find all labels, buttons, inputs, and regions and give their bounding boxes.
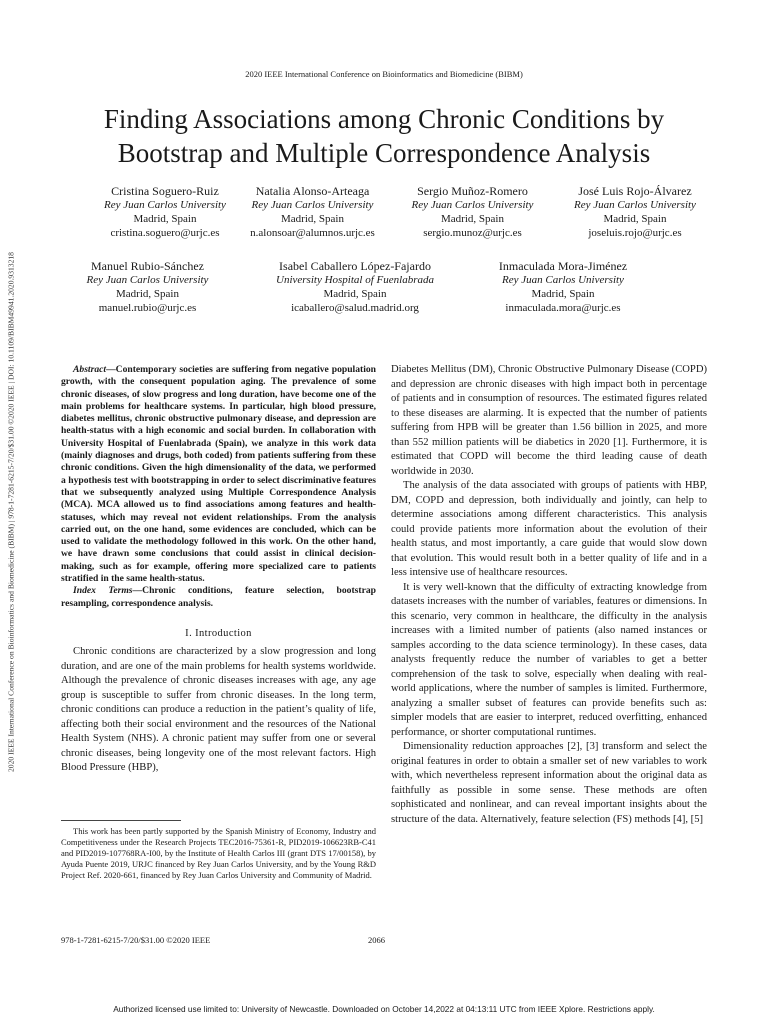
author-name: Cristina Soguero-Ruiz — [111, 184, 219, 198]
abstract-paragraph — [61, 364, 376, 585]
author-email: n.alonsoar@alumnos.urjc.es — [250, 227, 375, 239]
author-name: José Luis Rojo-Álvarez — [578, 184, 692, 198]
footer-isbn: 978-1-7281-6215-7/20/$31.00 ©2020 IEEE — [61, 935, 211, 945]
author-block — [395, 184, 550, 240]
author-block — [230, 184, 395, 240]
author-email: cristina.soguero@urjc.es — [110, 227, 220, 239]
author-location: Madrid, Spain — [323, 288, 387, 300]
author-email: joseluis.rojo@urjc.es — [588, 227, 682, 239]
author-location: Madrid, Spain — [133, 213, 197, 225]
conference-header: 2020 IEEE International Conference on Bioinformatics and Biomedicine (BIBM) — [245, 69, 523, 79]
author-affiliation: Rey Juan Carlos University — [251, 199, 374, 211]
author-block — [80, 184, 250, 240]
right-column — [391, 363, 707, 827]
author-affiliation: Rey Juan Carlos University — [104, 199, 226, 211]
right-paragraph-2: The analysis of the data associated with groups of patients with HBP, DM, COPD and depression, both individually and jointly, can help to determine associations among different characteristics. This analysis could provide patients more information about the evolution of their health status, and most importantly, a care guide that would slow down that evolution. This would result both in a better quality of life and in a less intensive use of healthcare resources. — [391, 480, 707, 578]
right-paragraph-1: Diabetes Mellitus (DM), Chronic Obstructive Pulmonary Disease (COPD) and depression are chronic diseases with high impact both in percentage of patients and in consumption of resources. The estimated figures related to these diseases are alarming. It is expected that the number of patients suffering from HPB will be greater than 1.56 billion in 2025, and more than 552 million patients will be diabetics in 2020 [1]. Furthermore, it is estimated that COPD will become the third leading cause of death worldwide in 2030. — [391, 364, 707, 477]
funding-footnote — [61, 826, 376, 881]
author-email: sergio.munoz@urjc.es — [423, 227, 522, 239]
index-terms — [61, 585, 376, 610]
abstract-text: —Contemporary societies are suffering from negative population growth, with the consequent population aging. The prevalence of some chronic diseases, of slow progress and long duration, have become one of the main problems for healthcare systems. In particular, high blood pressure, diabetes mellitus, chronic obstructive pulmonary disease, and depression are health-status with a high economic and social burden. In collaboration with University Hospital of Fuenlabrada (Spain), we analyze in this work data (mainly diagnoses and drugs, both coded) from patients suffering from these chronic conditions. Given the high dimensionality of the data, we performed a hypothesis test with bootstrapping in order to select discriminative features that we subsequently analyzed using Multiple Correspondence Analysis (MCA). MCA allowed us to find associations among features and health-statuses, which may reveal not evident relationships. From the analysis carried out, on the one hand, some evidences are concluded, which can be used to validate the methodology followed in this work. On the other hand, we have drawn some conclusions that could assist in clinical decision-making, such as for example, offering more specialized care to patients stratified in the same health-status. — [61, 364, 376, 585]
author-block — [555, 184, 715, 240]
index-terms-label: Index Terms — [73, 585, 133, 597]
abstract — [61, 364, 376, 610]
index-terms-text: —Chronic conditions, feature selection, bootstrap resampling, correspondence analysis. — [61, 585, 376, 609]
author-name: Manuel Rubio-Sánchez — [91, 259, 204, 273]
author-email: inmaculada.mora@urjc.es — [505, 302, 621, 314]
abstract-label: Abstract — [73, 364, 107, 375]
page-number: 2066 — [368, 935, 385, 945]
title-line-2: Bootstrap and Multiple Correspondence Analysis — [117, 138, 651, 168]
intro-left-column — [61, 645, 376, 776]
author-location: Madrid, Spain — [441, 213, 504, 225]
intro-paragraph: Chronic conditions are characterized by a slow progression and long duration, and are one of the main problems for health systems worldwide. Although the prevalence of chronic diseases increases with age, any age group is susceptible to suffer from chronic diseases. In the long term, chronic conditions can produce a reduction in the patient’s quality of life, affecting both their social environment and the resources of the National Health System (NHS). A chronic patient may suffer from one or several chronic diseases, being longevity one of the most relevant factors. High Blood Pressure (HBP), — [61, 646, 376, 773]
paper-title — [30, 102, 738, 170]
side-citation-text: 2020 IEEE International Conference on Bioinformatics and Biomedicine (BIBM) | 978-1-7281-6215-7/20/$31.00 ©2020 IEEE | DOI: 10.1109/BIBM49941.2020.9313218 — [6, 252, 16, 772]
author-affiliation: Rey Juan Carlos University — [86, 274, 209, 286]
author-block — [55, 259, 240, 315]
section-heading-introduction: I. Introduction — [185, 628, 252, 639]
author-location: Madrid, Spain — [116, 288, 179, 300]
author-affiliation: Rey Juan Carlos University — [502, 274, 624, 286]
author-affiliation: Rey Juan Carlos University — [411, 199, 534, 211]
author-email: manuel.rubio@urjc.es — [98, 302, 197, 314]
footnote-text: This work has been partly supported by the Spanish Ministry of Economy, Industry and Competitiveness under the Research Projects TEC2016-75361-R, PID2019-106623RB-C41 and PID2019-107768RA-I00, by the Institute of Health Carlos III (grant DTS 17/00158), by Ayuda Puente 2019, URJC financed by Rey Juan Carlos University, and by the Young R&D Project Ref. 2020-661, financed by Rey Juan Carlos University and Community of Madrid. — [61, 826, 376, 880]
author-affiliation: Rey Juan Carlos University — [574, 199, 696, 211]
author-name: Sergio Muñoz-Romero — [417, 184, 528, 198]
author-location: Madrid, Spain — [281, 213, 344, 225]
author-name: Natalia Alonso-Arteaga — [255, 184, 370, 198]
author-email: icaballero@salud.madrid.org — [291, 302, 419, 314]
author-name: Inmaculada Mora-Jiménez — [498, 259, 628, 273]
license-notice: Authorized licensed use limited to: University of Newcastle. Downloaded on October 14,2022 at 04:13:11 UTC from IEEE Xplore. Restrictions apply. — [113, 1004, 655, 1014]
author-location: Madrid, Spain — [531, 288, 595, 300]
author-affiliation: University Hospital of Fuenlabrada — [276, 274, 434, 286]
author-block — [468, 259, 658, 315]
title-line-1: Finding Associations among Chronic Conditions by — [103, 104, 665, 134]
right-paragraph-4: Dimensionality reduction approaches [2], [3] transform and select the original features in order to obtain a smaller set of new variables to work with, which nevertheless represent information about the original data as faithfully as possible in some sense. These methods are often sophisticated and nonlinear, and can reveal important insights about the structure of the data. Alternatively, feature selection (FS) methods [4], [5] — [391, 741, 707, 825]
author-name: Isabel Caballero López-Fajardo — [279, 259, 431, 273]
right-paragraph-3: It is very well-known that the difficulty of extracting knowledge from datasets increases with the number of variables, features or dimensions. In this scenario, very common in healthcare, the difficulty in the analysis increases with a limited number of patients (also named instances or samples according to the data science terminology). In these cases, data analysts frequently reduce the number of variables to get a better comprehension of the task to solve, especially when dealing with real-world applications, where the number of samples is limited. Furthermore, analyzing a smaller subset of features can provide benefits such as: simpler models that are easier to interpret, reduced overfitting, enhanced performance, or shorter computational runtimes. — [391, 581, 707, 738]
author-block — [250, 259, 460, 315]
author-location: Madrid, Spain — [603, 213, 667, 225]
footnote-divider — [61, 820, 181, 821]
